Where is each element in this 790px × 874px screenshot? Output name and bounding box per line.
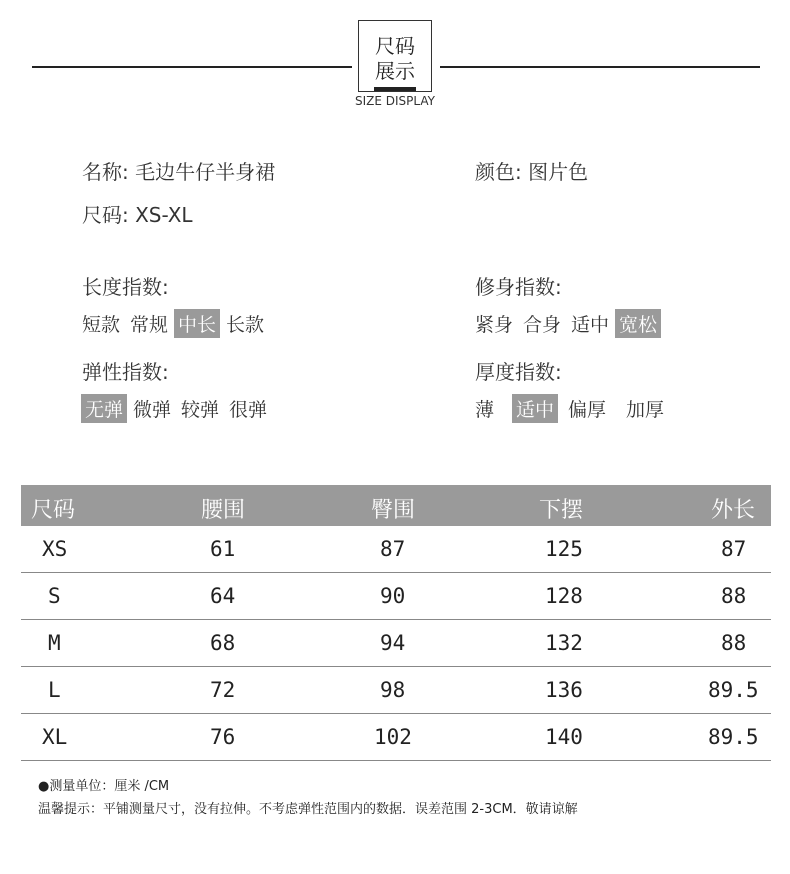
elasticity-option: 微弹: [133, 399, 172, 421]
cell-waist: 76: [210, 725, 236, 749]
cell-waist: 61: [210, 537, 236, 561]
length-option: 短款: [82, 314, 121, 336]
section-title-line2: 展示: [375, 59, 415, 83]
cell-hip: 87: [380, 537, 406, 561]
cell-length: 88: [721, 584, 747, 608]
cell-waist: 68: [210, 631, 236, 655]
elasticity-option-selected: 无弹: [81, 394, 127, 423]
elasticity-option: 较弹: [181, 399, 220, 421]
cell-length: 89.5: [708, 678, 759, 702]
cell-size: L: [48, 678, 61, 702]
col-header-size: 尺码: [31, 498, 76, 523]
thickness-option: 加厚: [626, 399, 665, 421]
product-size-label: 尺码:: [82, 203, 129, 227]
product-color-value: 图片色: [528, 160, 589, 184]
cell-hem: 128: [545, 584, 583, 608]
fit-index-options: [471, 309, 663, 338]
fit-index-label: 修身指数:: [475, 275, 562, 299]
product-name-value: 毛边牛仔半身裙: [135, 160, 276, 184]
cell-size: XS: [42, 537, 68, 561]
length-index-options: [78, 309, 270, 338]
thickness-index-options: [471, 394, 670, 423]
section-subtitle: SIZE DISPLAY: [355, 94, 435, 108]
length-option: 长款: [226, 314, 265, 336]
cell-hem: 132: [545, 631, 583, 655]
cell-size: S: [48, 584, 61, 608]
thickness-option: 薄: [475, 399, 495, 421]
cell-hip: 102: [374, 725, 412, 749]
col-header-length: 外长: [711, 498, 756, 523]
cell-size: M: [48, 631, 61, 655]
cell-waist: 64: [210, 584, 236, 608]
elasticity-index-options: [81, 394, 273, 423]
size-table: [21, 485, 771, 761]
cell-hip: 90: [380, 584, 406, 608]
thickness-option-selected: 适中: [512, 394, 558, 423]
header-rule-right: [440, 66, 760, 68]
fit-option-selected: 宽松: [615, 309, 661, 338]
elasticity-option: 很弹: [229, 399, 268, 421]
product-size: [82, 199, 193, 228]
cell-hip: 94: [380, 631, 406, 655]
cell-hem: 140: [545, 725, 583, 749]
col-header-hip: 臀围: [371, 498, 416, 523]
fit-option: 紧身: [475, 314, 514, 336]
length-option: 常规: [130, 314, 169, 336]
cell-size: XL: [42, 725, 68, 749]
cell-hem: 136: [545, 678, 583, 702]
table-row: [21, 714, 771, 761]
cell-hem: 125: [545, 537, 583, 561]
measurement-unit-note: ●测量单位：厘米 /CM: [38, 779, 170, 794]
table-row: [21, 573, 771, 620]
col-header-waist: 腰围: [201, 498, 246, 523]
thickness-index-label: 厚度指数:: [475, 360, 562, 384]
product-name-label: 名称:: [82, 160, 129, 184]
product-size-value: XS-XL: [135, 203, 193, 227]
section-title-underline: [374, 87, 416, 91]
col-header-hem: 下摆: [539, 498, 584, 523]
cell-length: 89.5: [708, 725, 759, 749]
section-title-line1: 尺码: [375, 34, 415, 58]
elasticity-index-label: 弹性指数:: [82, 360, 169, 384]
cell-length: 87: [721, 537, 747, 561]
product-name: [82, 156, 275, 185]
header-rule-left: [32, 66, 352, 68]
table-row: [21, 526, 771, 573]
product-color: [475, 156, 588, 185]
length-option-selected: 中长: [174, 309, 220, 338]
table-row: [21, 620, 771, 667]
table-row: [21, 667, 771, 714]
fit-option: 适中: [571, 314, 610, 336]
fit-option: 合身: [523, 314, 562, 336]
size-table-header: [21, 485, 771, 526]
cell-hip: 98: [380, 678, 406, 702]
section-title-box: [358, 20, 432, 92]
measurement-tip-note: 温馨提示：平铺测量尺寸，没有拉伸。不考虑弹性范围内的数据．误差范围 2-3CM．敬请谅解: [38, 802, 578, 817]
thickness-option: 偏厚: [568, 399, 607, 421]
product-color-label: 颜色:: [475, 160, 522, 184]
cell-waist: 72: [210, 678, 236, 702]
cell-length: 88: [721, 631, 747, 655]
length-index-label: 长度指数:: [82, 275, 169, 299]
